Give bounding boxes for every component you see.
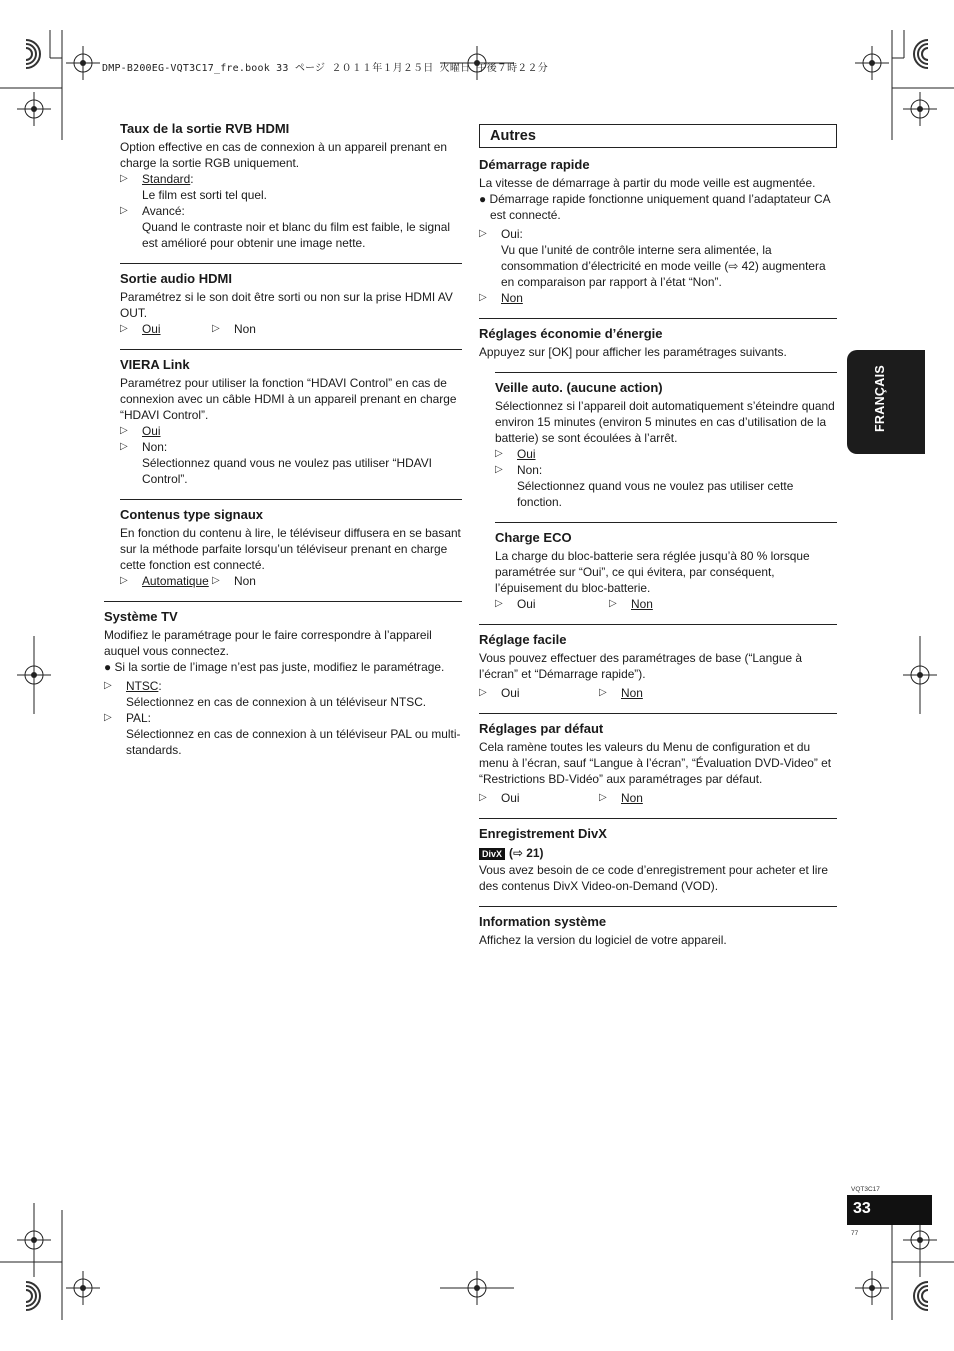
- triangle-right-icon: ▷: [599, 687, 607, 698]
- option-oui: ▷ Oui: [495, 447, 536, 461]
- setting-viera-link: [120, 349, 462, 499]
- print-header: DMP-B200EG-VQT3C17_fre.book 33 ページ ２０１１年１月２５日 火曜日 午後７時２２分: [102, 63, 548, 74]
- setting-description: Vous pouvez effectuer des paramétrages de base (“Langue à l’écran” et “Démarrage rapide”).: [479, 651, 803, 681]
- setting-easy-setup: [479, 624, 837, 713]
- language-tab-label: FRANÇAIS: [873, 365, 887, 432]
- option-oui: Oui: [501, 791, 520, 805]
- setting-title: Taux de la sortie RVB HDMI: [120, 121, 290, 136]
- setting-title: Enregistrement DivX: [479, 826, 607, 841]
- option-advanced: [120, 203, 462, 251]
- option-non: Non: [631, 597, 653, 611]
- triangle-right-icon: ▷: [120, 173, 128, 184]
- triangle-right-icon: ▷: [120, 425, 128, 436]
- option-label: PAL:: [126, 711, 151, 725]
- setting-title: Contenus type signaux: [120, 507, 264, 522]
- setting-description: La charge du bloc-batterie sera réglée jusqu’à 80 % lorsque paramétrée sur “Oui”, ce qui évitera, par conséquent, l’épuisement du bloc-batterie.: [495, 549, 810, 595]
- option-label: Standard: [142, 172, 191, 186]
- triangle-right-icon: ▷: [120, 441, 128, 452]
- setting-description: Option effective en cas de connexion à un appareil prenant en charge la sortie RGB uniquement.: [120, 140, 448, 170]
- option-non: Non: [234, 322, 256, 336]
- triangle-right-icon: ▷: [104, 680, 112, 691]
- option-description: Sélectionnez quand vous ne voulez pas utiliser cette fonction.: [517, 479, 794, 509]
- setting-title: Sortie audio HDMI: [120, 271, 232, 286]
- triangle-right-icon: ▷: [599, 792, 607, 803]
- page-number-box: [847, 1195, 932, 1225]
- page-reference: (⇨ 21): [509, 846, 544, 860]
- triangle-right-icon: ▷: [212, 323, 220, 334]
- triangle-right-icon: ▷: [495, 464, 503, 475]
- setting-system-info: [479, 906, 837, 960]
- option-description: Sélectionnez quand vous ne voulez pas utiliser “HDAVI Control”.: [142, 456, 432, 486]
- bullet-note: ● Démarrage rapide fonctionne uniquement quand l’adaptateur CA est connecté.: [479, 192, 830, 222]
- setting-description: Affichez la version du logiciel de votre appareil.: [479, 933, 727, 947]
- page-code-bottom: 77: [851, 1230, 859, 1237]
- setting-title: Système TV: [104, 609, 178, 624]
- option-non: Non: [621, 686, 643, 700]
- option-description: Quand le contraste noir et blanc du film est faible, le signal est amélioré pour obtenir une image nette.: [142, 220, 451, 250]
- option-label: Oui:: [501, 227, 523, 241]
- option-row: [495, 596, 837, 612]
- setting-title: Charge ECO: [495, 530, 572, 545]
- setting-description: Appuyez sur [OK] pour afficher les paramétrages suivants.: [479, 345, 787, 359]
- setting-description: Sélectionnez si l’appareil doit automatiquement s’éteindre quand environ 15 minutes (environ 5 minutes en cas d’utilisation de la batterie) se sont écoulées à l’arrêt.: [495, 399, 835, 445]
- option-row: [479, 790, 837, 806]
- option-row: [120, 321, 462, 337]
- option-description: Le film est sorti tel quel.: [142, 188, 267, 202]
- page-code-top: VQT3C17: [851, 1186, 880, 1193]
- setting-energy-saving: [479, 318, 837, 372]
- option-standard: ▷ Standard: Le film est sorti tel quel.: [120, 172, 267, 202]
- option-non: [495, 462, 837, 510]
- option-description: Vu que l’unité de contrôle interne sera alimentée, la consommation d’électricité en mode veille (⇨ 42) augmentera en comparaison par rapport à l’état “Non”.: [501, 243, 826, 289]
- section-title-autres: Autres: [479, 124, 837, 148]
- triangle-right-icon: ▷: [120, 205, 128, 216]
- setting-description: La vitesse de démarrage à partir du mode veille est augmentée.: [479, 176, 816, 190]
- page-number: 33: [853, 1200, 871, 1217]
- triangle-right-icon: ▷: [495, 448, 503, 459]
- bullet-note: ● Si la sortie de l’image n’est pas juste, modifiez le paramétrage.: [104, 660, 445, 674]
- option-non: [120, 439, 462, 487]
- triangle-right-icon: ▷: [495, 598, 503, 609]
- triangle-right-icon: ▷: [120, 575, 128, 586]
- setting-rgb-output: [120, 121, 462, 263]
- setting-divx-registration: [479, 818, 837, 906]
- setting-auto-standby: [495, 372, 837, 522]
- option-ntsc: ▷ NTSC: Sélectionnez en cas de connexion à un téléviseur NTSC.: [104, 679, 427, 709]
- triangle-right-icon: ▷: [479, 292, 487, 303]
- setting-title: Réglages par défaut: [479, 721, 604, 736]
- setting-description: Vous avez besoin de ce code d’enregistrement pour acheter et lire des contenus DivX Video-on-Demand (VOD).: [479, 863, 829, 893]
- setting-title: Réglage facile: [479, 632, 567, 647]
- setting-description: Paramétrez pour utiliser la fonction “HDAVI Control” en cas de connexion avec un câble HDMI à un appareil prenant en charge “HDAVI Control”.: [120, 376, 457, 422]
- option-automatique: Automatique: [142, 574, 209, 588]
- triangle-right-icon: ▷: [479, 687, 487, 698]
- option-label: Avancé:: [142, 204, 185, 218]
- right-column: [479, 124, 837, 960]
- option-description: Sélectionnez en cas de connexion à un téléviseur PAL ou multi-standards.: [126, 727, 461, 757]
- option-row: [479, 685, 837, 701]
- option-pal: [104, 710, 462, 758]
- setting-tv-system: [104, 601, 462, 770]
- setting-description: Cela ramène toutes les valeurs du Menu de configuration et du menu à l’écran, sauf “Langue à l’écran”, “Évaluation DVD-Video” et “Restrictions BD-Vidéo” aux paramétrages par défaut.: [479, 740, 832, 786]
- triangle-right-icon: ▷: [120, 323, 128, 334]
- setting-hdmi-audio: [120, 263, 462, 349]
- setting-title: Démarrage rapide: [479, 157, 590, 172]
- option-non: Non: [234, 574, 256, 588]
- triangle-right-icon: ▷: [479, 228, 487, 239]
- option-oui: Oui: [501, 686, 520, 700]
- setting-content-type: [120, 499, 462, 601]
- option-oui: [479, 226, 837, 290]
- setting-title: Information système: [479, 914, 607, 929]
- option-non: Non: [621, 791, 643, 805]
- option-label: Non:: [142, 440, 168, 454]
- setting-description: En fonction du contenu à lire, le téléviseur diffusera en se basant sur la méthode parfaite lorsqu’un téléviseur prenant en charge cette fonction est connecté.: [120, 526, 461, 572]
- triangle-right-icon: ▷: [212, 575, 220, 586]
- option-label: NTSC: [126, 679, 159, 693]
- setting-title: VIERA Link: [120, 357, 190, 372]
- option-non: ▷ Non: [479, 291, 523, 305]
- setting-description: Paramétrez si le son doit être sorti ou non sur la prise HDMI AV OUT.: [120, 290, 453, 320]
- triangle-right-icon: ▷: [479, 792, 487, 803]
- triangle-right-icon: ▷: [609, 598, 617, 609]
- option-row: [120, 573, 462, 589]
- option-oui: Oui: [517, 597, 536, 611]
- triangle-right-icon: ▷: [104, 712, 112, 723]
- left-column: [104, 121, 462, 770]
- setting-default-settings: [479, 713, 837, 818]
- setting-quick-start: [479, 157, 837, 318]
- option-label: Non:: [517, 463, 543, 477]
- option-description: Sélectionnez en cas de connexion à un téléviseur NTSC.: [126, 695, 427, 709]
- option-oui: Oui: [142, 322, 161, 336]
- language-tab: [847, 350, 925, 454]
- setting-title: Réglages économie d’énergie: [479, 326, 663, 341]
- setting-description: Modifiez le paramétrage pour le faire correspondre à l’appareil auquel vous connectez.: [104, 628, 432, 658]
- option-oui: ▷ Oui: [120, 424, 161, 438]
- setting-title: Veille auto. (aucune action): [495, 380, 663, 395]
- divx-badge: DivX: [479, 848, 505, 860]
- setting-charge-eco: [495, 522, 837, 624]
